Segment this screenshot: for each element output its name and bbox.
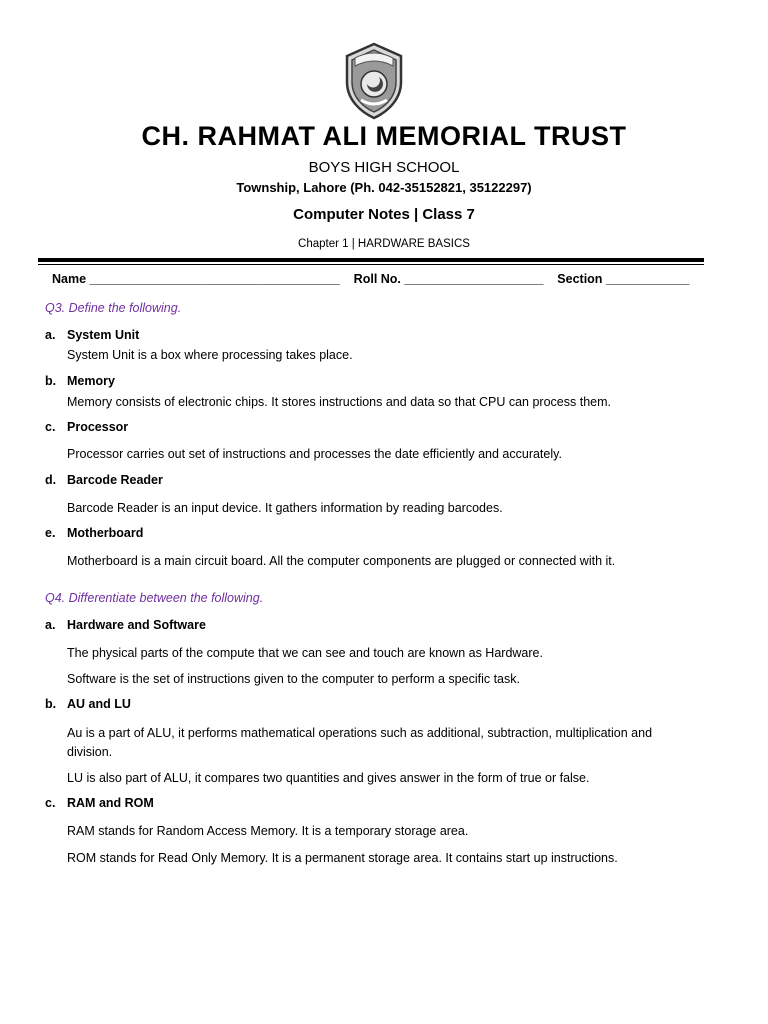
list-letter: b. — [45, 697, 57, 711]
rom-definition: ROM stands for Read Only Memory. It is a permanent storage area. It contains start up instructions. — [67, 851, 618, 865]
term-barcode-reader: Barcode Reader — [67, 473, 163, 487]
software-definition: Software is the set of instructions given to the computer to perform a specific task. — [67, 672, 520, 686]
school-crest-logo — [341, 42, 407, 120]
definition-barcode-reader: Barcode Reader is an input device. It gathers information by reading barcodes. — [67, 501, 503, 515]
definition-memory: Memory consists of electronic chips. It stores instructions and data so that CPU can process them. — [67, 395, 611, 409]
list-letter: c. — [45, 420, 56, 434]
term-processor: Processor — [67, 420, 129, 434]
definition-system-unit: System Unit is a box where processing takes place. — [67, 348, 353, 362]
header-divider-thick — [38, 258, 704, 262]
term-memory: Memory — [67, 374, 115, 388]
au-definition: Au is a part of ALU, it performs mathematical operations such as additional, subtraction, multiplication and division. — [67, 726, 653, 759]
term-au-lu: AU and LU — [67, 697, 131, 711]
ram-definition: RAM stands for Random Access Memory. It is a temporary storage area. — [67, 824, 469, 838]
school-name: BOYS HIGH SCHOOL — [308, 159, 460, 176]
header-divider-thin — [38, 264, 704, 265]
term-motherboard: Motherboard — [67, 526, 144, 540]
hardware-definition: The physical parts of the compute that we can see and touch are known as Hardware. — [67, 646, 543, 660]
lu-definition: LU is also part of ALU, it compares two quantities and gives answer in the form of true or false. — [67, 771, 590, 785]
list-letter: d. — [45, 473, 57, 487]
trust-name: CH. RAHMAT ALI MEMORIAL TRUST — [141, 121, 627, 151]
definition-processor: Processor carries out set of instructions and processes the date efficiently and accurately. — [67, 447, 562, 461]
term-system-unit: System Unit — [67, 328, 140, 342]
notes-title: Computer Notes | Class 7 — [293, 206, 475, 223]
student-info-line: Name ____________________________________ Roll No. ____________________ Section ____________ — [52, 272, 690, 286]
q3-heading: Q3. Define the following. — [45, 301, 182, 315]
list-letter: b. — [45, 374, 57, 388]
chapter-title: Chapter 1 | HARDWARE BASICS — [298, 238, 470, 250]
term-hardware-software: Hardware and Software — [67, 618, 206, 632]
school-address: Township, Lahore (Ph. 042-35152821, 35122297) — [236, 180, 532, 195]
list-letter: c. — [45, 796, 56, 810]
definition-motherboard: Motherboard is a main circuit board. All the computer components are plugged or connected with it. — [67, 554, 616, 568]
q4-heading: Q4. Differentiate between the following. — [45, 591, 264, 605]
list-letter: a. — [45, 328, 56, 342]
term-ram-rom: RAM and ROM — [67, 796, 154, 810]
list-letter: e. — [45, 526, 56, 540]
list-letter: a. — [45, 618, 56, 632]
